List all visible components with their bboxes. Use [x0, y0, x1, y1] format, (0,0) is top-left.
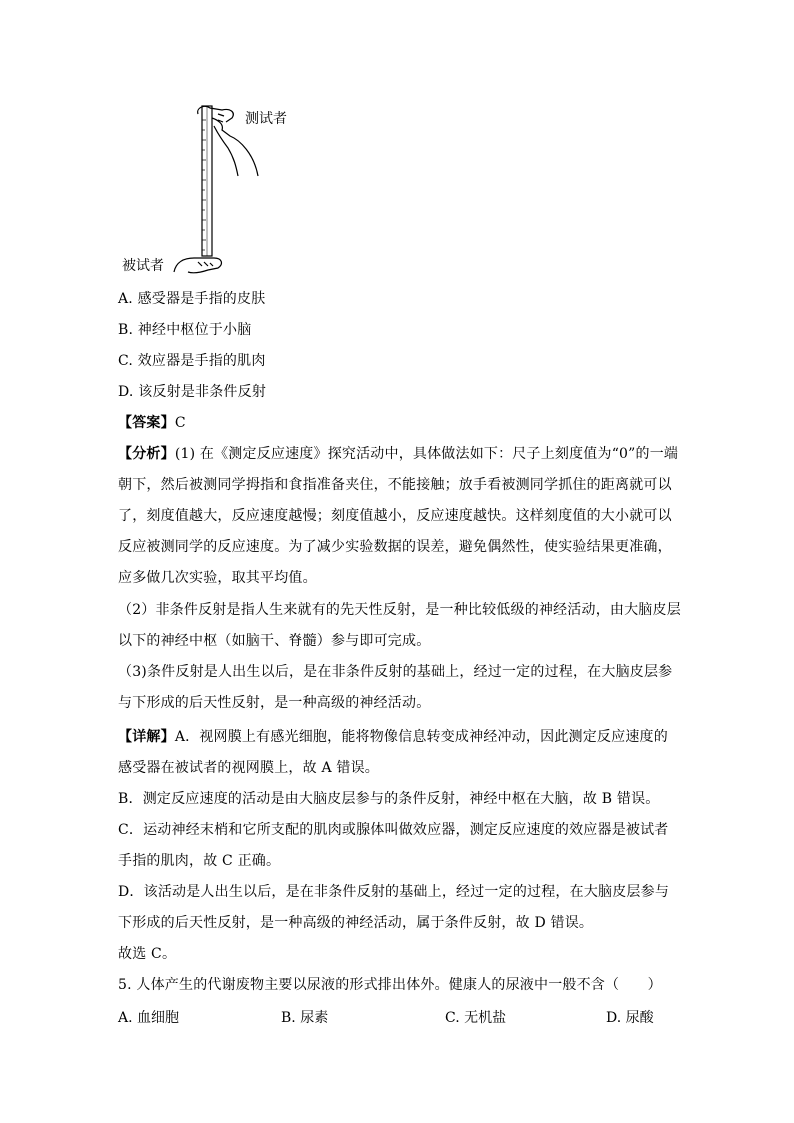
analysis-line	[118, 444, 678, 464]
subject-label: 被试者	[122, 258, 164, 274]
detail-line: B．测定反应速度的活动是由大脑皮层参与的条件反射，神经中枢在大脑，故 B 错误。	[118, 791, 660, 807]
detail-line: C．运动神经末梢和它所支配的肌肉或腺体叫做效应器，测定反应速度的效应器是被试者	[118, 822, 669, 838]
detail-line: 感受器在被试者的视网膜上，故 A 错误。	[118, 760, 380, 776]
reaction-test-figure	[118, 100, 318, 280]
option-b: B. 神经中枢位于小脑	[118, 322, 252, 338]
analysis-line: 朝下，然后被测同学拇指和食指准备夹住，不能接触；放手看被测同学抓住的距离就可以	[118, 477, 672, 493]
question5-stem: 5. 人体产生的代谢废物主要以尿液的形式排出体外。健康人的尿液中一般不含（ ）	[118, 977, 662, 993]
analysis-line: 应多做几次实验，取其平均值。	[118, 570, 317, 586]
analysis-line: 以下的神经中枢（如脑干、脊髓）参与即可完成。	[118, 633, 431, 649]
analysis-line: 了，刻度值越大，反应速度越慢；刻度值越小，反应速度越快。这样刻度值的大小就可以	[118, 508, 672, 524]
analysis-line: （3)条件反射是人出生以后，是在非条件反射的基础上，经过一定的过程，在大脑皮层参	[118, 664, 673, 680]
q5-option-b: B. 尿素	[281, 1010, 329, 1026]
ruler-hands-illustration	[118, 100, 318, 280]
detail-line: 故选 C。	[118, 946, 177, 962]
answer-tag: 【答案】	[118, 415, 175, 431]
analysis-line: （2）非条件反射是指人生来就有的先天性反射，是一种比较低级的神经活动，由大脑皮层	[118, 602, 681, 618]
detail-line: 手指的肌肉，故 C 正确。	[118, 853, 281, 869]
option-c: C. 效应器是手指的肌肉	[118, 353, 266, 369]
q5-option-a: A. 血细胞	[118, 1010, 180, 1026]
detail-line: 下形成的后天性反射，是一种高级的神经活动，属于条件反射，故 D 错误。	[118, 915, 594, 931]
q5-option-c: C. 无机盐	[445, 1010, 507, 1026]
subject-hand	[174, 258, 221, 273]
analysis-line: 与下形成的后天性反射，是一种高级的神经活动。	[118, 695, 431, 711]
tester-label: 测试者	[245, 111, 287, 127]
detail-line: D．该活动是人出生以后，是在非条件反射的基础上，经过一定的过程，在大脑皮层参与	[118, 884, 670, 900]
q5-option-d: D. 尿酸	[606, 1010, 654, 1026]
analysis-tag: 【分析】	[118, 446, 175, 462]
answer-value: C	[174, 415, 186, 431]
analysis-text: (1) 在《测定反应速度》探究活动中，具体做法如下：尺子上刻度值为“0”的一端	[174, 446, 679, 462]
question5-options	[118, 1007, 678, 1029]
detail-tag: 【详解】	[118, 729, 175, 745]
analysis-line: 反应被测同学的反应速度。为了减少实验数据的误差，避免偶然性，使实验结果更准确，	[118, 539, 672, 555]
answer-line	[118, 413, 186, 433]
ruler	[202, 106, 212, 256]
option-d: D. 该反射是非条件反射	[118, 384, 267, 400]
detail-line	[118, 727, 668, 747]
detail-text: A．视网膜上有感光细胞，能将物像信息转变成神经冲动，因此测定反应速度的	[174, 729, 668, 745]
option-a: A. 感受器是手指的皮肤	[118, 291, 266, 307]
